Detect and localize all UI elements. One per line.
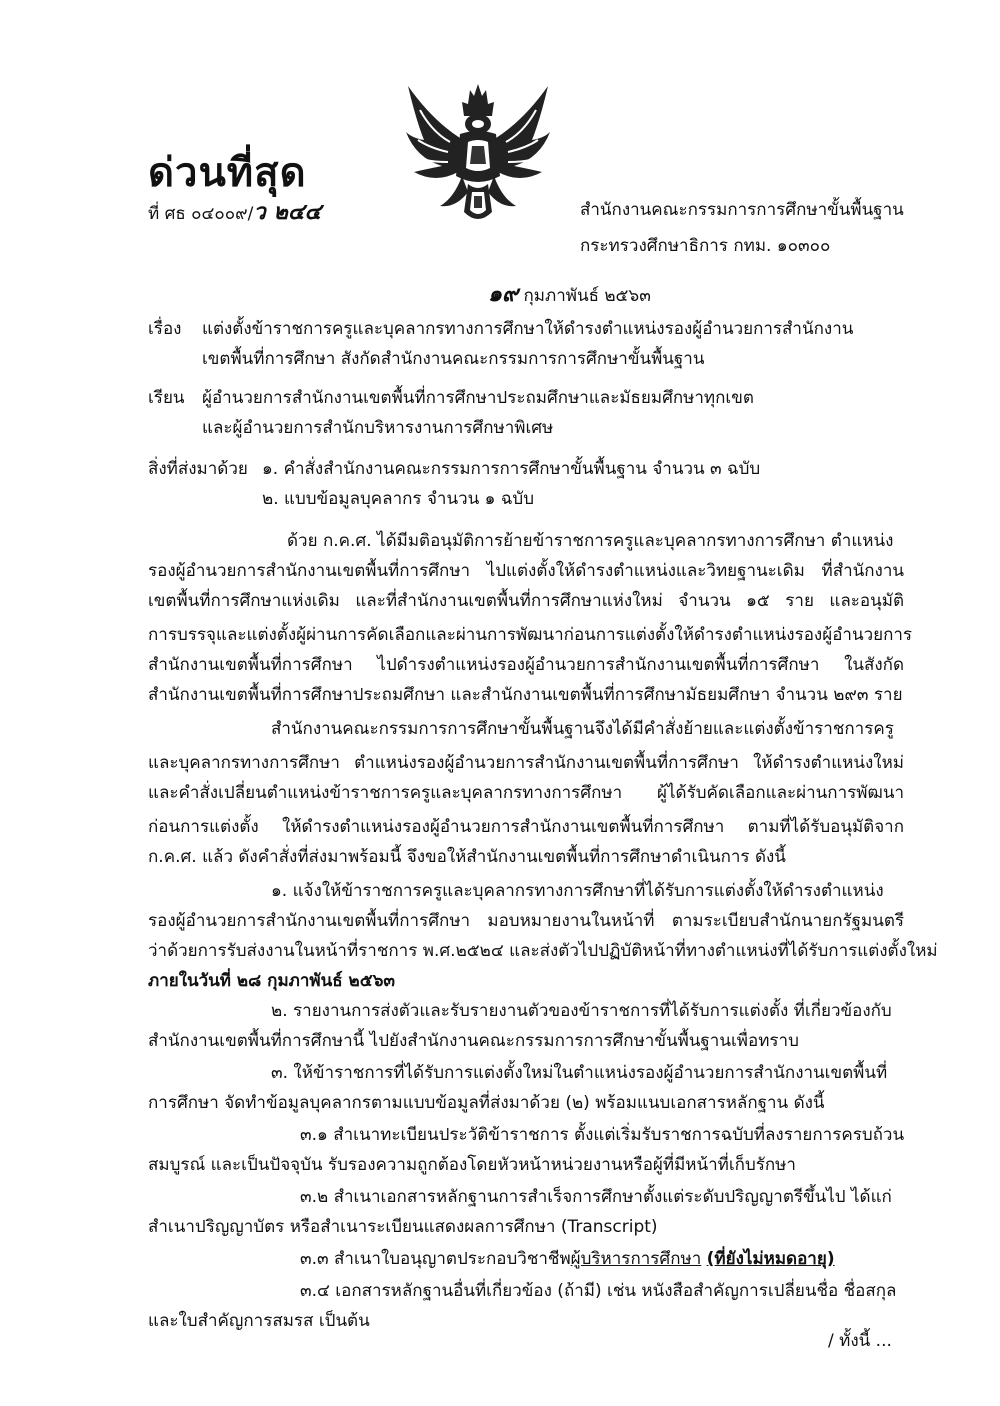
subject-line-1: แต่งตั้งข้าราชการครูและบุคลากรทางการศึกษาให้ดำรงตำแหน่งรองผู้อำนวยการสำนักงาน <box>202 319 854 339</box>
issuing-office-address: กระทรวงศึกษาธิการ กทม. ๑๐๓๐๐ <box>580 236 831 256</box>
instruction-3-2-line-2: สำเนาปริญญาบัตร หรือสำเนาระเบียนแสดงผลการศึกษา (Transcript) <box>148 1217 658 1237</box>
date-month-year: กุมภาพันธ์ ๒๕๖๓ <box>523 286 651 306</box>
recipient-line-2: และผู้อำนวยการสำนักบริหารงานการศึกษาพิเศษ <box>202 418 554 438</box>
reference-prefix: ที่ ศธ ๐๔๐๐๙/ <box>148 204 254 224</box>
urgency-stamp: ด่วนที่สุด <box>148 150 307 196</box>
recipient-line-1: ผู้อำนวยการสำนักงานเขตพื้นที่การศึกษาประถมศึกษาและมัธยมศึกษาทุกเขต <box>202 388 754 408</box>
instruction-3-1-line-1: ๓.๑ สำเนาทะเบียนประวัติข้าราชการ ตั้งแต่เริ่มรับราชการฉบับที่ลงรายการครบถ้วน <box>300 1125 905 1145</box>
body-paragraph-2-line-2: และบุคลากรทางการศึกษา ตำแหน่งรองผู้อำนวยการสำนักงานเขตพื้นที่การศึกษา ให้ดำรงตำแหน่งใหม่ <box>148 753 904 773</box>
instruction-3-1-line-2: สมบูรณ์ และเป็นปัจจุบัน รับรองความถูกต้องโดยหัวหน้าหน่วยงานหรือผู้ที่มีหน้าที่เก็บรักษา <box>148 1155 796 1175</box>
enclosures-label: สิ่งที่ส่งมาด้วย <box>148 459 248 479</box>
body-paragraph-2-line-1: สำนักงานคณะกรรมการการศึกษาขั้นพื้นฐานจึงได้มีคำสั่งย้ายและแต่งตั้งข้าราชการครู <box>271 719 894 739</box>
enclosure-item-2: ๒. แบบข้อมูลบุคลากร จำนวน ๑ ฉบับ <box>262 489 535 509</box>
instruction-2-line-1: ๒. รายงานการส่งตัวและรับรายงานตัวของข้าราชการที่ได้รับการแต่งตั้ง ที่เกี่ยวข้องกับ <box>271 1001 892 1021</box>
instruction-3-3-underlined: ผู้บริหารการศึกษา <box>570 1249 702 1269</box>
instruction-3-line-1: ๓. ให้ข้าราชการที่ได้รับการแต่งตั้งใหม่ในตำแหน่งรองผู้อำนวยการสำนักงานเขตพื้นที่ <box>271 1063 888 1083</box>
issuing-office: สำนักงานคณะกรรมการการศึกษาขั้นพื้นฐาน <box>580 200 904 220</box>
body-paragraph-1-line-5: สำนักงานเขตพื้นที่การศึกษา ไปดำรงตำแหน่งรองผู้อำนวยการสำนักงานเขตพื้นที่การศึกษา ในสังกัด <box>148 655 904 675</box>
reference-handwritten-number: ว ๒๔๔ <box>253 199 322 225</box>
body-paragraph-2-line-4: ก่อนการแต่งตั้ง ให้ดำรงตำแหน่งรองผู้อำนวยการสำนักงานเขตพื้นที่การศึกษา ตามที่ได้รับอนุมัติจาก <box>148 817 904 837</box>
enclosure-item-1: ๑. คำสั่งสำนักงานคณะกรรมการการศึกษาขั้นพื้นฐาน จำนวน ๓ ฉบับ <box>262 459 761 479</box>
reference-number <box>148 194 321 229</box>
instruction-3-4-line-1: ๓.๔ เอกสารหลักฐานอื่นที่เกี่ยวข้อง (ถ้ามี) เช่น หนังสือสำคัญการเปลี่ยนชื่อ ชื่อสกุล <box>300 1281 897 1301</box>
body-paragraph-2-line-5: ก.ค.ศ. แล้ว ดังคำสั่งที่ส่งมาพร้อมนี้ จึงขอให้สำนักงานเขตพื้นที่การศึกษาดำเนินการ ดังนี้ <box>148 847 786 867</box>
subject-line-2: เขตพื้นที่การศึกษา สังกัดสำนักงานคณะกรรมการการศึกษาขั้นพื้นฐาน <box>202 349 705 369</box>
instruction-2-line-2: สำนักงานเขตพื้นที่การศึกษานี้ ไปยังสำนักงานคณะกรรมการการศึกษาขั้นพื้นฐานเพื่อทราบ <box>148 1031 799 1051</box>
recipient-label: เรียน <box>148 388 185 408</box>
instruction-3-3 <box>300 1248 835 1270</box>
document-date <box>488 283 651 307</box>
body-paragraph-2-line-3: และคำสั่งเปลี่ยนตำแหน่งข้าราชการครูและบุคลากรทางการศึกษา ผู้ได้รับคัดเลือกและผ่านการพัฒนา <box>148 783 904 803</box>
instruction-1-line-1: ๑. แจ้งให้ข้าราชการครูและบุคลากรทางการศึกษาที่ได้รับการแต่งตั้งให้ดำรงตำแหน่ง <box>271 881 884 901</box>
instruction-3-4-line-2: และใบสำคัญการสมรส เป็นต้น <box>148 1311 370 1331</box>
instruction-3-3-text: ๓.๓ สำเนาใบอนุญาตประกอบวิชาชีพ <box>300 1249 571 1269</box>
body-paragraph-1-line-4: การบรรจุและแต่งตั้งผู้ผ่านการคัดเลือกและผ่านการพัฒนาก่อนการแต่งตั้งให้ดำรงตำแหน่งรองผู้อำนวยการ <box>148 625 913 645</box>
garuda-emblem-icon <box>402 80 554 230</box>
date-day-handwritten: ๑๙ <box>488 281 519 307</box>
instruction-1-deadline: ภายในวันที่ ๒๘ กุมภาพันธ์ ๒๕๖๓ <box>148 971 396 991</box>
body-paragraph-1-line-3: เขตพื้นที่การศึกษาแห่งเดิม และที่สำนักงานเขตพื้นที่การศึกษาแห่งใหม่ จำนวน ๑๕ ราย และอนุมัติ <box>148 591 904 611</box>
instruction-1-line-2: รองผู้อำนวยการสำนักงานเขตพื้นที่การศึกษา มอบหมายงานในหน้าที่ ตามระเบียบสำนักนายกรัฐมนตรี <box>148 911 904 931</box>
instruction-3-2-line-1: ๓.๒ สำเนาเอกสารหลักฐานการสำเร็จการศึกษาตั้งแต่ระดับปริญญาตรีขึ้นไป ได้แก่ <box>300 1187 892 1207</box>
instruction-1-line-3: ว่าด้วยการรับส่งงานในหน้าที่ราชการ พ.ศ.๒๕๒๔ และส่งตัวไปปฏิบัติหน้าที่ทางตำแหน่งที่ได้รับการแต่งตั้งใหม่ <box>148 941 938 961</box>
instruction-3-line-2: การศึกษา จัดทำข้อมูลบุคลากรตามแบบข้อมูลที่ส่งมาด้วย (๒) พร้อมแนบเอกสารหลักฐาน ดังนี้ <box>148 1093 825 1113</box>
body-paragraph-1-line-6: สำนักงานเขตพื้นที่การศึกษาประถมศึกษา และสำนักงานเขตพื้นที่การศึกษามัธยมศึกษา จำนวน ๒๙๓ ราย <box>148 685 903 705</box>
body-paragraph-1-line-2: รองผู้อำนวยการสำนักงานเขตพื้นที่การศึกษา ไปแต่งตั้งให้ดำรงตำแหน่งและวิทยฐานะเดิม ที่สำนักงาน <box>148 561 904 581</box>
instruction-3-3-validity-note: (ที่ยังไม่หมดอายุ) <box>706 1249 835 1269</box>
body-paragraph-1-line-1: ด้วย ก.ค.ศ. ได้มีมติอนุมัติการย้ายข้าราชการครูและบุคลากรทางการศึกษา ตำแหน่ง <box>287 531 894 551</box>
page-continuation-marker: / ทั้งนี้ ... <box>828 1331 892 1351</box>
subject-label: เรื่อง <box>148 319 182 339</box>
